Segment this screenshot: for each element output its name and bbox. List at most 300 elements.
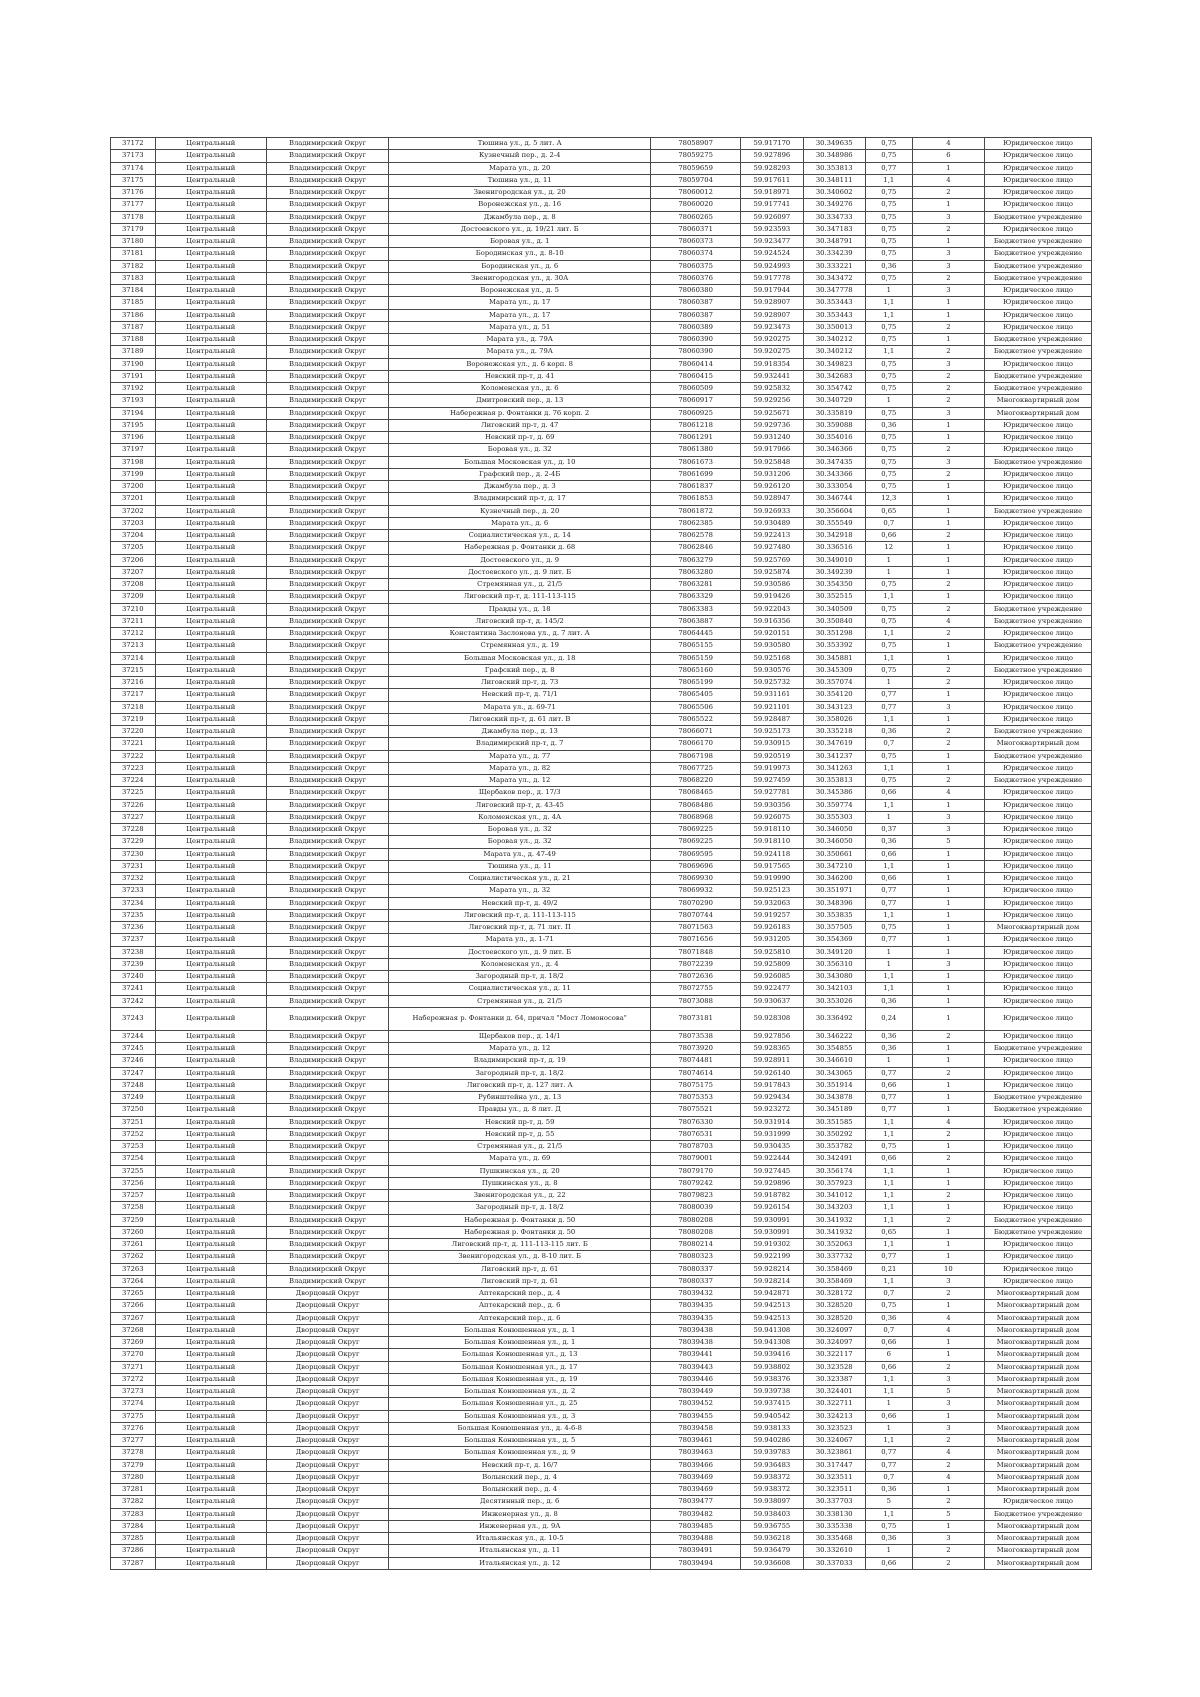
- address-cell: Загородный пр-т, д. 18/2: [389, 1202, 651, 1214]
- table-row: [111, 162, 1092, 174]
- longitude-cell: 30.335819: [803, 407, 865, 419]
- address-cell: Аптекарский пер., д. 6: [389, 1300, 651, 1312]
- row-number-cell: 37233: [111, 885, 156, 897]
- power-cell: 0,77: [865, 1459, 912, 1471]
- municipal-okrug-cell: Владимирский Округ: [266, 579, 388, 591]
- address-cell: Константина Заслонова ул., д. 7 лит. А: [389, 628, 651, 640]
- latitude-cell: 59.932441: [741, 370, 803, 382]
- municipal-okrug-cell: Владимирский Округ: [266, 775, 388, 787]
- latitude-cell: 59.932063: [741, 897, 803, 909]
- longitude-cell: 30.323511: [803, 1471, 865, 1483]
- row-number-cell: 37176: [111, 187, 156, 199]
- district-cell: Центральный: [155, 1496, 266, 1508]
- table-row: [111, 762, 1092, 774]
- object-id-cell: 78061380: [651, 444, 741, 456]
- object-id-cell: 78080214: [651, 1239, 741, 1251]
- owner-type-cell: Юридическое лицо: [985, 909, 1092, 921]
- latitude-cell: 59.921101: [741, 701, 803, 713]
- object-id-cell: 78061291: [651, 432, 741, 444]
- municipal-okrug-cell: Владимирский Округ: [266, 199, 388, 211]
- latitude-cell: 59.938376: [741, 1373, 803, 1385]
- owner-type-cell: Юридическое лицо: [985, 873, 1092, 885]
- count-cell: 1: [912, 1300, 984, 1312]
- latitude-cell: 59.925809: [741, 958, 803, 970]
- power-cell: 1: [865, 566, 912, 578]
- table-row: [111, 1288, 1092, 1300]
- owner-type-cell: Многоквартирный дом: [985, 1533, 1092, 1545]
- count-cell: 1: [912, 542, 984, 554]
- longitude-cell: 30.334733: [803, 211, 865, 223]
- table-row: [111, 713, 1092, 725]
- power-cell: 0,7: [865, 1471, 912, 1483]
- owner-type-cell: Юридическое лицо: [985, 1128, 1092, 1140]
- latitude-cell: 59.917170: [741, 138, 803, 150]
- address-cell: Коломенская ул., д. 4А: [389, 811, 651, 823]
- address-cell: Пушкинская ул., д. 20: [389, 1165, 651, 1177]
- count-cell: 1: [912, 971, 984, 983]
- district-cell: Центральный: [155, 187, 266, 199]
- table-row: [111, 1043, 1092, 1055]
- latitude-cell: 59.927480: [741, 542, 803, 554]
- latitude-cell: 59.928214: [741, 1263, 803, 1275]
- row-number-cell: 37189: [111, 346, 156, 358]
- latitude-cell: 59.920151: [741, 628, 803, 640]
- object-id-cell: 78069225: [651, 824, 741, 836]
- owner-type-cell: Юридическое лицо: [985, 138, 1092, 150]
- latitude-cell: 59.929896: [741, 1177, 803, 1189]
- latitude-cell: 59.930489: [741, 517, 803, 529]
- power-cell: 0,7: [865, 517, 912, 529]
- longitude-cell: 30.337732: [803, 1251, 865, 1263]
- row-number-cell: 37202: [111, 505, 156, 517]
- power-cell: 1,1: [865, 1116, 912, 1128]
- owner-type-cell: Юридическое лицо: [985, 824, 1092, 836]
- count-cell: 3: [912, 701, 984, 713]
- municipal-okrug-cell: Владимирский Округ: [266, 432, 388, 444]
- owner-type-cell: Юридическое лицо: [985, 517, 1092, 529]
- object-id-cell: 78068220: [651, 775, 741, 787]
- power-cell: 1,1: [865, 713, 912, 725]
- power-cell: 0,21: [865, 1263, 912, 1275]
- municipal-okrug-cell: Владимирский Округ: [266, 1067, 388, 1079]
- object-id-cell: 78065159: [651, 652, 741, 664]
- table-row: [111, 1007, 1092, 1030]
- address-cell: Набережная р. Фонтанки д. 50: [389, 1214, 651, 1226]
- row-number-cell: 37240: [111, 971, 156, 983]
- power-cell: 12: [865, 542, 912, 554]
- count-cell: 2: [912, 370, 984, 382]
- object-id-cell: 78060917: [651, 395, 741, 407]
- count-cell: 1: [912, 297, 984, 309]
- count-cell: 2: [912, 1545, 984, 1557]
- object-id-cell: 78071563: [651, 922, 741, 934]
- longitude-cell: 30.347210: [803, 860, 865, 872]
- longitude-cell: 30.354742: [803, 383, 865, 395]
- object-id-cell: 78039491: [651, 1545, 741, 1557]
- owner-type-cell: Юридическое лицо: [985, 223, 1092, 235]
- municipal-okrug-cell: Владимирский Округ: [266, 297, 388, 309]
- address-cell: Бородинская ул., д. 8-10: [389, 248, 651, 260]
- municipal-okrug-cell: Дворцовый Округ: [266, 1361, 388, 1373]
- power-cell: 0,75: [865, 1300, 912, 1312]
- object-id-cell: 78060387: [651, 297, 741, 309]
- owner-type-cell: Многоквартирный дом: [985, 1337, 1092, 1349]
- row-number-cell: 37285: [111, 1533, 156, 1545]
- longitude-cell: 30.340602: [803, 187, 865, 199]
- owner-type-cell: Юридическое лицо: [985, 1202, 1092, 1214]
- object-id-cell: 78068465: [651, 787, 741, 799]
- table-row: [111, 297, 1092, 309]
- row-number-cell: 37209: [111, 591, 156, 603]
- municipal-okrug-cell: Дворцовый Округ: [266, 1373, 388, 1385]
- count-cell: 1: [912, 432, 984, 444]
- latitude-cell: 59.938372: [741, 1484, 803, 1496]
- object-id-cell: 78063281: [651, 579, 741, 591]
- object-id-cell: 78061872: [651, 505, 741, 517]
- table-row: [111, 542, 1092, 554]
- district-cell: Центральный: [155, 775, 266, 787]
- longitude-cell: 30.342491: [803, 1153, 865, 1165]
- power-cell: 0,36: [865, 1312, 912, 1324]
- table-row: [111, 174, 1092, 186]
- count-cell: 2: [912, 346, 984, 358]
- row-number-cell: 37259: [111, 1214, 156, 1226]
- owner-type-cell: Юридическое лицо: [985, 934, 1092, 946]
- latitude-cell: 59.927896: [741, 150, 803, 162]
- address-cell: Инженерная ул., д. 9А: [389, 1520, 651, 1532]
- count-cell: 2: [912, 664, 984, 676]
- district-cell: Центральный: [155, 1557, 266, 1569]
- district-cell: Центральный: [155, 505, 266, 517]
- table-row: [111, 236, 1092, 248]
- district-cell: Центральный: [155, 530, 266, 542]
- municipal-okrug-cell: Владимирский Округ: [266, 1030, 388, 1042]
- latitude-cell: 59.930637: [741, 995, 803, 1007]
- count-cell: 1: [912, 909, 984, 921]
- address-cell: Коломенская ул., д. 4: [389, 958, 651, 970]
- row-number-cell: 37173: [111, 150, 156, 162]
- district-cell: Центральный: [155, 1324, 266, 1336]
- latitude-cell: 59.931206: [741, 468, 803, 480]
- table-row: [111, 223, 1092, 235]
- district-cell: Центральный: [155, 1251, 266, 1263]
- district-cell: Центральный: [155, 260, 266, 272]
- owner-type-cell: Юридическое лицо: [985, 995, 1092, 1007]
- district-cell: Центральный: [155, 640, 266, 652]
- power-cell: 0,75: [865, 1141, 912, 1153]
- latitude-cell: 59.926075: [741, 811, 803, 823]
- district-cell: Центральный: [155, 481, 266, 493]
- longitude-cell: 30.341237: [803, 750, 865, 762]
- power-cell: 0,75: [865, 211, 912, 223]
- row-number-cell: 37216: [111, 677, 156, 689]
- owner-type-cell: Юридическое лицо: [985, 836, 1092, 848]
- count-cell: 2: [912, 1214, 984, 1226]
- longitude-cell: 30.345189: [803, 1104, 865, 1116]
- table-row: [111, 1386, 1092, 1398]
- owner-type-cell: Бюджетное учреждение: [985, 272, 1092, 284]
- municipal-okrug-cell: Дворцовый Округ: [266, 1496, 388, 1508]
- owner-type-cell: Многоквартирный дом: [985, 1312, 1092, 1324]
- row-number-cell: 37239: [111, 958, 156, 970]
- object-id-cell: 78063280: [651, 566, 741, 578]
- district-cell: Центральный: [155, 1067, 266, 1079]
- longitude-cell: 30.341932: [803, 1214, 865, 1226]
- latitude-cell: 59.937415: [741, 1398, 803, 1410]
- district-cell: Центральный: [155, 946, 266, 958]
- table-row: [111, 1361, 1092, 1373]
- object-id-cell: 78039482: [651, 1508, 741, 1520]
- power-cell: 1,1: [865, 971, 912, 983]
- latitude-cell: 59.925123: [741, 885, 803, 897]
- owner-type-cell: Юридическое лицо: [985, 1116, 1092, 1128]
- municipal-okrug-cell: Владимирский Округ: [266, 1079, 388, 1091]
- owner-type-cell: Бюджетное учреждение: [985, 603, 1092, 615]
- address-cell: Джамбула пер., д. 13: [389, 726, 651, 738]
- power-cell: 0,66: [865, 1079, 912, 1091]
- municipal-okrug-cell: Владимирский Округ: [266, 1263, 388, 1275]
- object-id-cell: 78062846: [651, 542, 741, 554]
- district-cell: Центральный: [155, 811, 266, 823]
- latitude-cell: 59.930915: [741, 738, 803, 750]
- count-cell: 2: [912, 726, 984, 738]
- longitude-cell: 30.349635: [803, 138, 865, 150]
- table-row: [111, 1251, 1092, 1263]
- owner-type-cell: Юридическое лицо: [985, 554, 1092, 566]
- count-cell: 10: [912, 1263, 984, 1275]
- power-cell: 0,36: [865, 260, 912, 272]
- address-cell: Марата ул., д. 12: [389, 1043, 651, 1055]
- address-cell: Достоевского ул., д. 19/21 лит. Б: [389, 223, 651, 235]
- address-cell: Лиговский пр-т, д. 145/2: [389, 615, 651, 627]
- latitude-cell: 59.931240: [741, 432, 803, 444]
- table-row: [111, 1337, 1092, 1349]
- latitude-cell: 59.926933: [741, 505, 803, 517]
- latitude-cell: 59.930991: [741, 1226, 803, 1238]
- address-cell: Джамбула пер., д. 3: [389, 481, 651, 493]
- object-id-cell: 78075521: [651, 1104, 741, 1116]
- owner-type-cell: Юридическое лицо: [985, 493, 1092, 505]
- latitude-cell: 59.931161: [741, 689, 803, 701]
- owner-type-cell: Юридическое лицо: [985, 677, 1092, 689]
- row-number-cell: 37282: [111, 1496, 156, 1508]
- address-cell: Кузнечный пер., д. 20: [389, 505, 651, 517]
- municipal-okrug-cell: Владимирский Округ: [266, 1251, 388, 1263]
- table-row: [111, 530, 1092, 542]
- table-row: [111, 603, 1092, 615]
- count-cell: 2: [912, 1128, 984, 1140]
- power-cell: 0,75: [865, 187, 912, 199]
- count-cell: 1: [912, 897, 984, 909]
- row-number-cell: 37277: [111, 1435, 156, 1447]
- row-number-cell: 37249: [111, 1092, 156, 1104]
- district-cell: Центральный: [155, 1508, 266, 1520]
- count-cell: 1: [912, 983, 984, 995]
- power-cell: 1,1: [865, 1275, 912, 1287]
- count-cell: 1: [912, 481, 984, 493]
- longitude-cell: 30.346222: [803, 1030, 865, 1042]
- owner-type-cell: Юридическое лицо: [985, 1251, 1092, 1263]
- municipal-okrug-cell: Владимирский Округ: [266, 958, 388, 970]
- longitude-cell: 30.337033: [803, 1557, 865, 1569]
- table-row: [111, 1202, 1092, 1214]
- row-number-cell: 37188: [111, 334, 156, 346]
- power-cell: 0,77: [865, 1251, 912, 1263]
- address-cell: Стремянная ул., д. 21/5: [389, 579, 651, 591]
- address-cell: Невский пр-т, д. 16/7: [389, 1459, 651, 1471]
- owner-type-cell: Многоквартирный дом: [985, 738, 1092, 750]
- latitude-cell: 59.939783: [741, 1447, 803, 1459]
- longitude-cell: 30.323861: [803, 1447, 865, 1459]
- table-row: [111, 468, 1092, 480]
- longitude-cell: 30.354016: [803, 432, 865, 444]
- row-number-cell: 37286: [111, 1545, 156, 1557]
- address-cell: Итальянская ул., д. 12: [389, 1557, 651, 1569]
- municipal-okrug-cell: Владимирский Округ: [266, 628, 388, 640]
- municipal-okrug-cell: Владимирский Округ: [266, 836, 388, 848]
- count-cell: 3: [912, 248, 984, 260]
- address-cell: Марата ул., д. 17: [389, 309, 651, 321]
- count-cell: 1: [912, 309, 984, 321]
- municipal-okrug-cell: Владимирский Округ: [266, 554, 388, 566]
- municipal-okrug-cell: Владимирский Округ: [266, 358, 388, 370]
- address-cell: Загородный пр-т, д. 18/2: [389, 1067, 651, 1079]
- owner-type-cell: Юридическое лицо: [985, 1239, 1092, 1251]
- object-id-cell: 78039494: [651, 1557, 741, 1569]
- address-cell: Набережная р. Фонтанки д. 50: [389, 1226, 651, 1238]
- longitude-cell: 30.328520: [803, 1312, 865, 1324]
- count-cell: 1: [912, 1007, 984, 1030]
- count-cell: 3: [912, 407, 984, 419]
- district-cell: Центральный: [155, 1202, 266, 1214]
- address-cell: Стремянная ул., д. 21/5: [389, 995, 651, 1007]
- object-id-cell: 78039452: [651, 1398, 741, 1410]
- municipal-okrug-cell: Владимирский Округ: [266, 824, 388, 836]
- row-number-cell: 37187: [111, 321, 156, 333]
- object-id-cell: 78069225: [651, 836, 741, 848]
- address-cell: Волынский пер., д. 4: [389, 1484, 651, 1496]
- row-number-cell: 37241: [111, 983, 156, 995]
- district-cell: Центральный: [155, 1153, 266, 1165]
- address-cell: Марата ул., д. 47-49: [389, 848, 651, 860]
- object-id-cell: 78066170: [651, 738, 741, 750]
- address-cell: Марата ул., д. 82: [389, 762, 651, 774]
- owner-type-cell: Многоквартирный дом: [985, 922, 1092, 934]
- longitude-cell: 30.328520: [803, 1300, 865, 1312]
- row-number-cell: 37266: [111, 1300, 156, 1312]
- district-cell: Центральный: [155, 493, 266, 505]
- table-row: [111, 1104, 1092, 1116]
- district-cell: Центральный: [155, 1533, 266, 1545]
- power-cell: 0,7: [865, 738, 912, 750]
- table-row: [111, 334, 1092, 346]
- district-cell: Центральный: [155, 1165, 266, 1177]
- object-id-cell: 78061699: [651, 468, 741, 480]
- owner-type-cell: Бюджетное учреждение: [985, 456, 1092, 468]
- district-cell: Центральный: [155, 1288, 266, 1300]
- longitude-cell: 30.351585: [803, 1116, 865, 1128]
- municipal-okrug-cell: Владимирский Округ: [266, 187, 388, 199]
- row-number-cell: 37267: [111, 1312, 156, 1324]
- owner-type-cell: Многоквартирный дом: [985, 1471, 1092, 1483]
- municipal-okrug-cell: Владимирский Округ: [266, 799, 388, 811]
- address-cell: Большая Конюшенная ул., д. 9: [389, 1447, 651, 1459]
- power-cell: 1,1: [865, 309, 912, 321]
- row-number-cell: 37280: [111, 1471, 156, 1483]
- table-row: [111, 260, 1092, 272]
- object-id-cell: 78060374: [651, 248, 741, 260]
- owner-type-cell: Юридическое лицо: [985, 897, 1092, 909]
- power-cell: 1,1: [865, 591, 912, 603]
- latitude-cell: 59.925810: [741, 946, 803, 958]
- row-number-cell: 37201: [111, 493, 156, 505]
- latitude-cell: 59.928911: [741, 1055, 803, 1067]
- address-cell: Правды ул., д. 18: [389, 603, 651, 615]
- owner-type-cell: Бюджетное учреждение: [985, 1104, 1092, 1116]
- power-cell: 1: [865, 1545, 912, 1557]
- count-cell: 2: [912, 738, 984, 750]
- municipal-okrug-cell: Владимирский Округ: [266, 1116, 388, 1128]
- count-cell: 1: [912, 934, 984, 946]
- municipal-okrug-cell: Владимирский Округ: [266, 946, 388, 958]
- power-cell: 0,36: [865, 995, 912, 1007]
- address-cell: Невский пр-т, д. 49/2: [389, 897, 651, 909]
- district-cell: Центральный: [155, 407, 266, 419]
- object-id-cell: 78060925: [651, 407, 741, 419]
- count-cell: 2: [912, 1153, 984, 1165]
- table-row: [111, 309, 1092, 321]
- longitude-cell: 30.355303: [803, 811, 865, 823]
- object-id-cell: 78060389: [651, 321, 741, 333]
- power-cell: 1: [865, 1055, 912, 1067]
- district-cell: Центральный: [155, 554, 266, 566]
- row-number-cell: 37180: [111, 236, 156, 248]
- row-number-cell: 37284: [111, 1520, 156, 1532]
- district-cell: Центральный: [155, 1361, 266, 1373]
- latitude-cell: 59.919426: [741, 591, 803, 603]
- address-cell: Лиговский пр-т, д. 61: [389, 1263, 651, 1275]
- municipal-okrug-cell: Дворцовый Округ: [266, 1398, 388, 1410]
- longitude-cell: 30.349120: [803, 946, 865, 958]
- district-cell: Центральный: [155, 138, 266, 150]
- owner-type-cell: Многоквартирный дом: [985, 1435, 1092, 1447]
- row-number-cell: 37264: [111, 1275, 156, 1287]
- latitude-cell: 59.928947: [741, 493, 803, 505]
- owner-type-cell: Бюджетное учреждение: [985, 236, 1092, 248]
- count-cell: 1: [912, 1484, 984, 1496]
- latitude-cell: 59.931999: [741, 1128, 803, 1140]
- district-cell: Центральный: [155, 1055, 266, 1067]
- power-cell: 0,7: [865, 1324, 912, 1336]
- power-cell: 0,66: [865, 1410, 912, 1422]
- object-id-cell: 78061673: [651, 456, 741, 468]
- table-row: [111, 285, 1092, 297]
- owner-type-cell: Бюджетное учреждение: [985, 383, 1092, 395]
- municipal-okrug-cell: Дворцовый Округ: [266, 1300, 388, 1312]
- object-id-cell: 78039435: [651, 1312, 741, 1324]
- power-cell: 1: [865, 285, 912, 297]
- district-cell: Центральный: [155, 836, 266, 848]
- owner-type-cell: Юридическое лицо: [985, 652, 1092, 664]
- power-cell: 0,65: [865, 1226, 912, 1238]
- owner-type-cell: Бюджетное учреждение: [985, 750, 1092, 762]
- longitude-cell: 30.354120: [803, 689, 865, 701]
- power-cell: 0,77: [865, 934, 912, 946]
- district-cell: Центральный: [155, 1226, 266, 1238]
- row-number-cell: 37251: [111, 1116, 156, 1128]
- data-table: [110, 137, 1092, 1570]
- owner-type-cell: Юридическое лицо: [985, 1275, 1092, 1287]
